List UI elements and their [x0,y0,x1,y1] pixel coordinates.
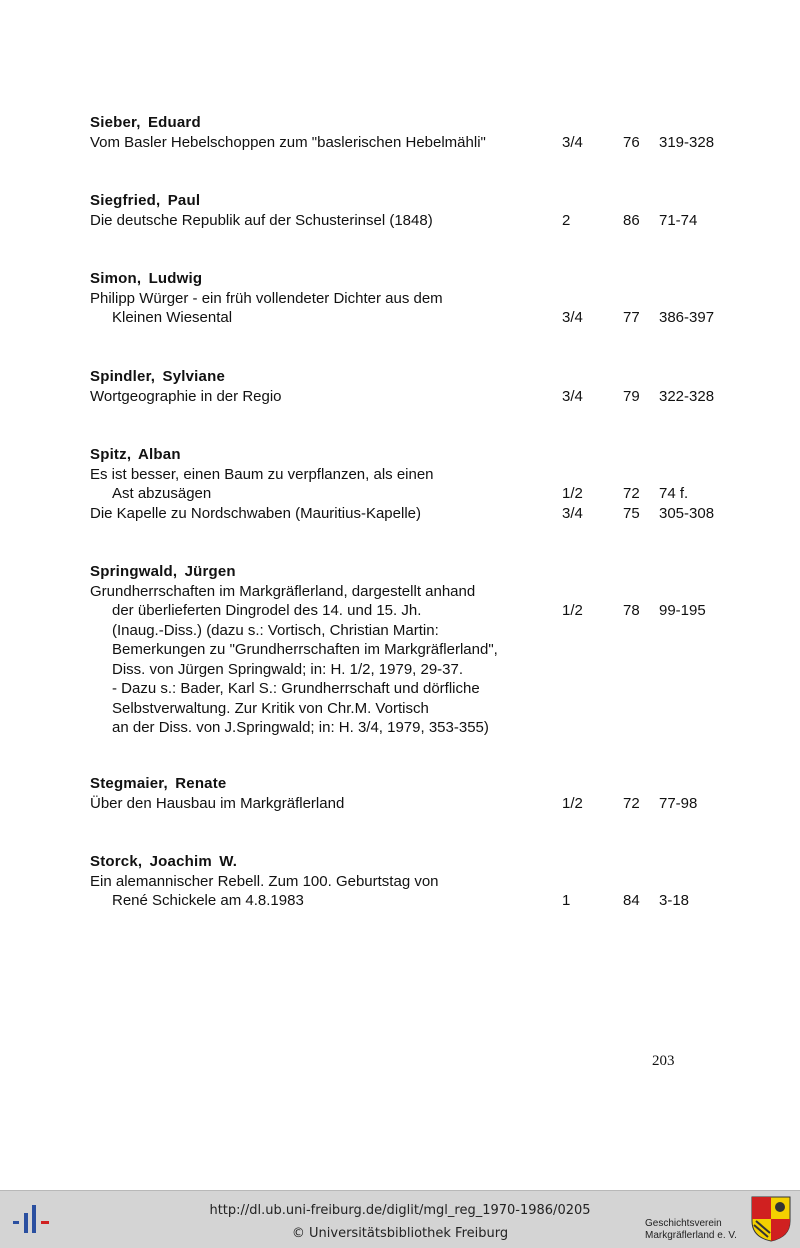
volume-number: 86 [623,211,640,229]
issue-number: 2 [562,211,571,229]
entry-line [90,794,770,814]
page-range: 319-328 [659,133,715,151]
entry-line [90,582,770,602]
author-name: Sieber, Eduard [90,114,201,131]
entry-line [90,133,770,153]
entry-line [90,484,770,504]
entry-siegfried [90,191,770,230]
viewer-footer [0,1190,800,1248]
page-range: 3-18 [659,892,690,909]
entry-spitz [90,445,770,523]
entry-line [90,387,770,407]
article-note: Bemerkungen zu "Grundherrschaften im Markgräflerland", [112,641,498,658]
article-title: Philipp Würger - ein früh vollendeter Dichter aus dem [90,289,443,307]
author-name: Spitz, Alban [90,446,181,463]
entry-line [90,601,770,621]
society-name-line: Markgräflerland e. V. [645,1230,737,1241]
entry-line [90,718,770,738]
society-crest-icon [750,1195,792,1243]
page-range: 77-98 [659,794,698,812]
article-title: der überlieferten Dingrodel des 14. und 15. Jh. [112,602,422,619]
issue-number: 1 [562,892,571,909]
article-note: Selbstverwaltung. Zur Kritik von Chr.M. Vortisch [112,699,429,717]
article-note: an der Diss. von J.Springwald; in: H. 3/4, 1979, 353-355) [112,719,489,736]
page-range: 322-328 [659,387,715,405]
author-name: Siegfried, Paul [90,192,201,209]
entry-spindler [90,367,770,406]
entry-line [90,872,770,892]
issue-number: 1/2 [562,485,583,502]
volume-number: 76 [623,133,640,151]
entry-springwald [90,562,770,738]
entry-line [90,891,770,911]
page-range: 386-397 [659,309,715,326]
copyright-text: © Universitätsbibliothek Freiburg [291,1226,509,1241]
article-title: Wortgeographie in der Regio [90,387,282,405]
article-title: Vom Basler Hebelschoppen zum "baslerischen Hebelmähli" [90,133,486,151]
issue-number: 1/2 [562,794,583,812]
article-title: Die deutsche Republik auf der Schusterinsel (1848) [90,211,433,229]
article-title: Ast abzusägen [112,485,212,502]
entry-sieber [90,113,770,152]
volume-number: 72 [623,794,640,812]
issue-number: 3/4 [562,504,583,522]
issue-number: 3/4 [562,133,583,151]
society-name [645,1218,737,1242]
page-range: 99-195 [659,602,706,619]
entry-stegmaier [90,774,770,813]
entry-line [90,465,770,485]
issue-number: 1/2 [562,602,583,619]
entry-simon [90,269,770,328]
issue-number: 3/4 [562,387,583,405]
article-title: Ein alemannischer Rebell. Zum 100. Geburtstag von [90,872,439,890]
author-name: Stegmaier, Renate [90,775,227,792]
article-note: Diss. von Jürgen Springwald; in: H. 1/2, 1979, 29-37. [112,660,464,678]
entry-line [90,679,770,699]
article-note: - Dazu s.: Bader, Karl S.: Grundherrschaft und dörfliche [112,680,480,697]
article-title: Kleinen Wiesental [112,309,233,326]
article-title: Es ist besser, einen Baum zu verpflanzen, als einen [90,465,434,483]
volume-number: 79 [623,387,640,405]
page-range: 305-308 [659,504,715,522]
entry-line [90,289,770,309]
entry-line [90,621,770,641]
society-name-line: Geschichtsverein [645,1218,722,1229]
entry-line [90,504,770,524]
volume-number: 72 [623,485,640,502]
document-url[interactable]: http://dl.ub.uni-freiburg.de/diglit/mgl_reg_1970-1986/0205 [209,1203,591,1218]
article-title: Grundherrschaften im Markgräflerland, dargestellt anhand [90,582,476,600]
article-title: René Schickele am 4.8.1983 [112,892,304,909]
volume-number: 78 [623,602,640,619]
issue-number: 3/4 [562,309,583,326]
page-range: 74 f. [659,485,689,502]
library-logo-icon[interactable] [10,1201,52,1237]
article-note: (Inaug.-Diss.) (dazu s.: Vortisch, Christian Martin: [112,621,439,639]
entry-line [90,640,770,660]
entry-line [90,660,770,680]
author-name: Storck, Joachim W. [90,853,238,870]
author-name: Springwald, Jürgen [90,563,236,580]
entry-line [90,699,770,719]
volume-number: 77 [623,309,640,326]
volume-number: 84 [623,892,640,909]
author-name: Simon, Ludwig [90,270,203,287]
article-title: Die Kapelle zu Nordschwaben (Mauritius-Kapelle) [90,504,421,522]
entry-line [90,308,770,328]
entry-line [90,211,770,231]
article-title: Über den Hausbau im Markgräflerland [90,794,345,812]
author-name: Spindler, Sylviane [90,368,225,385]
page-range: 71-74 [659,211,698,229]
entry-storck [90,852,770,911]
page-number: 203 [652,1053,675,1069]
volume-number: 75 [623,504,640,522]
